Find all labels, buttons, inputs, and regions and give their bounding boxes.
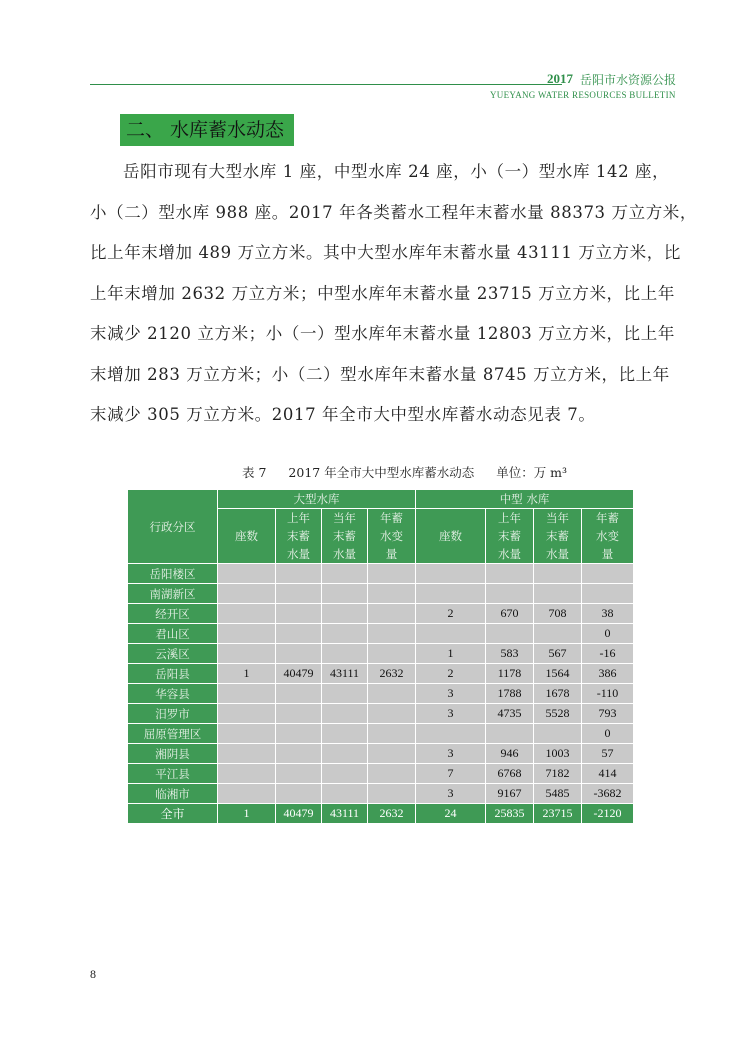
table-cell-l-curr: [322, 604, 368, 624]
header-subtitle: YUEYANG WATER RESOURCES BULLETIN: [490, 90, 676, 100]
total-cell-l-change: 2632: [368, 804, 416, 824]
table-cell-l-prev: [276, 744, 322, 764]
table-cell-m-prev: 4735: [486, 704, 534, 724]
table-cell-l-prev: [276, 604, 322, 624]
table-cell-l-change: [368, 624, 416, 644]
table-cell-l-curr: [322, 784, 368, 804]
total-cell-m-curr: 23715: [534, 804, 582, 824]
table-cell-m-count: [416, 724, 486, 744]
table-row: [128, 584, 634, 604]
paragraph-line: 末减少 305 万立方米。2017 年全市大中型水库蓄水动态见表 7。: [90, 405, 596, 424]
table-cell-l-count: [218, 564, 276, 584]
table-cell-l-curr: [322, 764, 368, 784]
table-caption: [242, 463, 585, 481]
section-title: 二、 水库蓄水动态: [120, 114, 294, 146]
table-cell-l-curr: [322, 704, 368, 724]
table-cell-m-curr: 5528: [534, 704, 582, 724]
table-cell-l-prev: [276, 644, 322, 664]
table-cell-m-change: 386: [582, 664, 634, 684]
table-cell-l-curr: [322, 744, 368, 764]
table-cell-m-count: 1: [416, 644, 486, 664]
table-cell-region: 南湖新区: [128, 584, 218, 604]
total-cell-l-curr: 43111: [322, 804, 368, 824]
header-title: 岳阳市水资源公报: [580, 73, 677, 87]
table-cell-l-prev: [276, 704, 322, 724]
table-cell-m-prev: [486, 564, 534, 584]
table-cell-l-change: [368, 744, 416, 764]
table-cell-l-prev: [276, 764, 322, 784]
table-cell-l-curr: [322, 624, 368, 644]
table-cell-l-curr: [322, 644, 368, 664]
table-cell-m-change: 0: [582, 724, 634, 744]
table-cell-l-curr: [322, 724, 368, 744]
total-cell-m-prev: 25835: [486, 804, 534, 824]
total-cell-l-count: 1: [218, 804, 276, 824]
header-large-curr: 当年 末蓄 水量: [322, 509, 368, 564]
header-medium-reservoir: 中型 水库: [416, 490, 634, 509]
table-cell-m-change: [582, 564, 634, 584]
table-cell-m-change: 414: [582, 764, 634, 784]
table-cell-m-change: -3682: [582, 784, 634, 804]
table-cell-l-change: [368, 784, 416, 804]
table-cell-m-change: 793: [582, 704, 634, 724]
header-large-count: 座数: [218, 509, 276, 564]
table-cell-m-prev: 670: [486, 604, 534, 624]
table-cell-m-count: 3: [416, 704, 486, 724]
header-rule: [90, 84, 562, 85]
page-number: 8: [90, 967, 96, 981]
table-cell-l-change: [368, 764, 416, 784]
table-cell-region: 屈原管理区: [128, 724, 218, 744]
table-cell-l-change: [368, 704, 416, 724]
table-cell-m-curr: [534, 584, 582, 604]
table-cell-m-change: -16: [582, 644, 634, 664]
table-cell-m-curr: 7182: [534, 764, 582, 784]
table-cell-region: 汨罗市: [128, 704, 218, 724]
table-cell-m-curr: [534, 724, 582, 744]
total-cell-m-count: 24: [416, 804, 486, 824]
table-cell-m-prev: [486, 624, 534, 644]
table-cell-m-count: [416, 584, 486, 604]
table-cell-l-curr: [322, 684, 368, 704]
table-cell-m-curr: 1564: [534, 664, 582, 684]
table-row: [128, 764, 634, 784]
table-row: [128, 684, 634, 704]
table-cell-l-change: [368, 604, 416, 624]
table-cell-m-change: -110: [582, 684, 634, 704]
table-cell-m-count: 7: [416, 764, 486, 784]
table-cell-l-count: 1: [218, 664, 276, 684]
table-row: [128, 724, 634, 744]
header-medium-count: 座数: [416, 509, 486, 564]
table-cell-region: 平江县: [128, 764, 218, 784]
paragraph-line: 上年末增加 2632 万立方米；中型水库年末蓄水量 23715 万立方米，比上年: [90, 283, 675, 303]
reservoir-table: [127, 489, 634, 824]
table-row: [128, 744, 634, 764]
table-row: [128, 664, 634, 684]
table-cell-l-curr: [322, 564, 368, 584]
total-cell-l-prev: 40479: [276, 804, 322, 824]
table-cell-m-curr: 1003: [534, 744, 582, 764]
total-cell-m-change: -2120: [582, 804, 634, 824]
table-cell-l-count: [218, 604, 276, 624]
table-cell-l-prev: [276, 564, 322, 584]
table-cell-m-curr: 708: [534, 604, 582, 624]
table-cell-l-prev: [276, 784, 322, 804]
header-large-reservoir: 大型水库: [218, 490, 416, 509]
table-cell-l-count: [218, 784, 276, 804]
table-cell-region: 经开区: [128, 604, 218, 624]
table-cell-l-change: [368, 584, 416, 604]
table-cell-m-change: [582, 584, 634, 604]
table-cell-l-count: [218, 644, 276, 664]
table-cell-m-prev: 1178: [486, 664, 534, 684]
body-paragraph: [90, 152, 697, 436]
table-cell-l-curr: [322, 584, 368, 604]
table-cell-m-prev: 6768: [486, 764, 534, 784]
table-row: [128, 624, 634, 644]
table-cell-region: 临湘市: [128, 784, 218, 804]
table-cell-l-count: [218, 624, 276, 644]
table-cell-l-change: [368, 644, 416, 664]
table-row: [128, 564, 634, 584]
table-cell-m-prev: 583: [486, 644, 534, 664]
table-cell-m-curr: [534, 624, 582, 644]
table-row: [128, 784, 634, 804]
table-cell-m-prev: [486, 584, 534, 604]
table-cell-region: 岳阳楼区: [128, 564, 218, 584]
table-cell-l-count: [218, 744, 276, 764]
table-caption-number: 表 7: [242, 465, 267, 480]
total-cell-region: 全市: [128, 804, 218, 824]
table-cell-region: 湘阴县: [128, 744, 218, 764]
table-cell-m-curr: 567: [534, 644, 582, 664]
paragraph-line: 比上年末增加 489 万立方米。其中大型水库年末蓄水量 43111 万立方米，比: [90, 243, 681, 262]
table-cell-m-count: 2: [416, 664, 486, 684]
header-medium-curr: 当年 末蓄 水量: [534, 509, 582, 564]
paragraph-line: 岳阳市现有大型水库 1 座，中型水库 24 座，小（一）型水库 142 座，: [123, 162, 670, 181]
table-cell-region: 君山区: [128, 624, 218, 644]
table-body: [128, 564, 634, 824]
table-cell-m-curr: [534, 564, 582, 584]
table-cell-l-prev: 40479: [276, 664, 322, 684]
table-cell-m-count: 3: [416, 684, 486, 704]
table-cell-m-prev: 9167: [486, 784, 534, 804]
table-total-row: [128, 804, 634, 824]
table-row: [128, 704, 634, 724]
table-cell-l-change: [368, 684, 416, 704]
table-cell-m-prev: 946: [486, 744, 534, 764]
table-cell-m-prev: 1788: [486, 684, 534, 704]
paragraph-line: 小（二）型水库 988 座。2017 年各类蓄水工程年末蓄水量 88373 万立方米，: [90, 202, 697, 222]
paragraph-line: 末增加 283 万立方米；小（二）型水库年末蓄水量 8745 万立方米，比上年: [90, 364, 670, 384]
table-cell-l-count: [218, 704, 276, 724]
table-cell-l-count: [218, 684, 276, 704]
paragraph-line: 末减少 2120 立方米；小（一）型水库年末蓄水量 12803 万立方米，比上年: [90, 324, 675, 343]
table-cell-m-count: 2: [416, 604, 486, 624]
table-cell-m-change: 57: [582, 744, 634, 764]
table-cell-l-curr: 43111: [322, 664, 368, 684]
table-cell-m-curr: 5485: [534, 784, 582, 804]
table-cell-m-count: [416, 564, 486, 584]
header-region: 行政分区: [128, 490, 218, 564]
table-cell-l-prev: [276, 724, 322, 744]
table-cell-m-count: 3: [416, 784, 486, 804]
table-cell-region: 云溪区: [128, 644, 218, 664]
header-medium-prev: 上年 末蓄 水量: [486, 509, 534, 564]
table-caption-unit: 单位：万 m³: [496, 465, 568, 480]
table-cell-m-change: 0: [582, 624, 634, 644]
table-cell-l-change: [368, 724, 416, 744]
table-cell-l-change: 2632: [368, 664, 416, 684]
header-year: 2017: [547, 71, 573, 86]
header-large-change: 年蓄 水变 量: [368, 509, 416, 564]
table-cell-l-prev: [276, 624, 322, 644]
table-cell-m-count: [416, 624, 486, 644]
table-cell-region: 华容县: [128, 684, 218, 704]
table-caption-title: 2017 年全市大中型水库蓄水动态: [288, 465, 475, 480]
table-cell-m-prev: [486, 724, 534, 744]
table-cell-l-count: [218, 584, 276, 604]
table-row: [128, 604, 634, 624]
table-cell-region: 岳阳县: [128, 664, 218, 684]
table-cell-m-change: 38: [582, 604, 634, 624]
header-large-prev: 上年 末蓄 水量: [276, 509, 322, 564]
table-cell-m-count: 3: [416, 744, 486, 764]
header-medium-change: 年蓄 水变 量: [582, 509, 634, 564]
table-cell-l-count: [218, 764, 276, 784]
table-cell-l-count: [218, 724, 276, 744]
table-cell-m-curr: 1678: [534, 684, 582, 704]
table-row: [128, 644, 634, 664]
table-cell-l-prev: [276, 684, 322, 704]
table-cell-l-change: [368, 564, 416, 584]
table-cell-l-prev: [276, 584, 322, 604]
